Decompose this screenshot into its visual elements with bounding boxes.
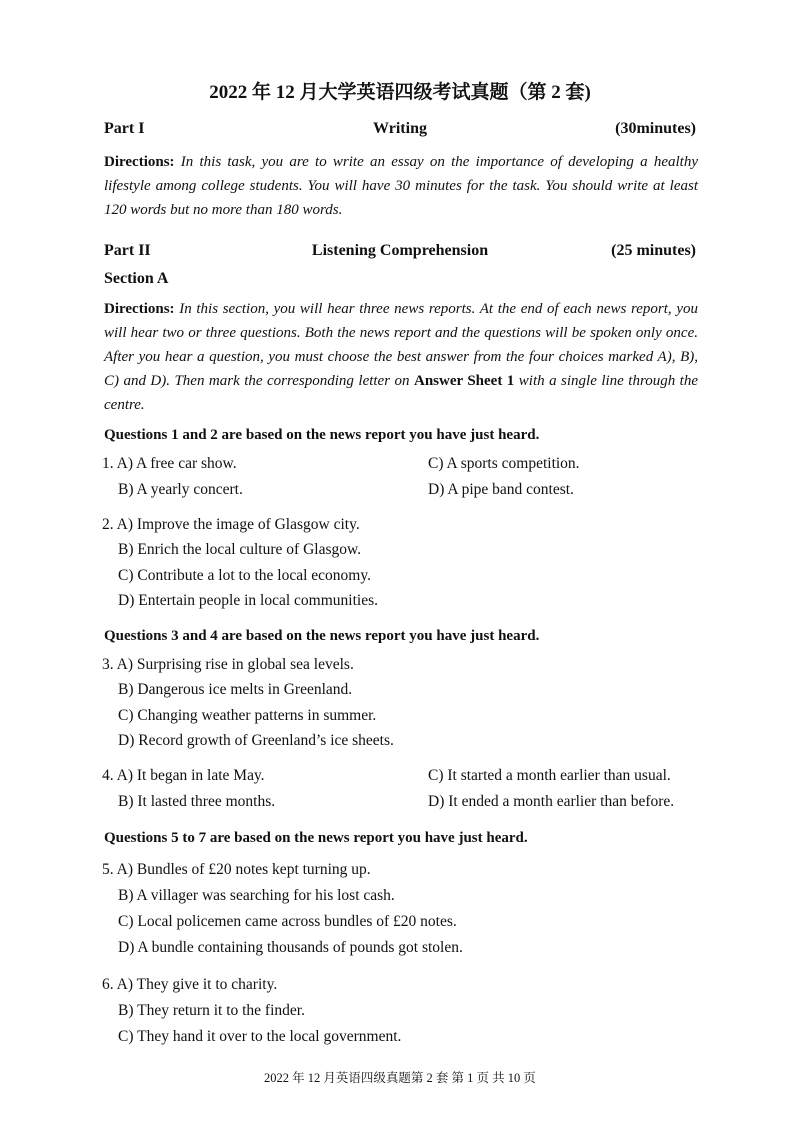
q3-option-a: 3. A) Surprising rise in global sea levels.	[102, 656, 354, 673]
part1-directions-text: In this task, you are to write an essay on the importance of developing a healthy lifestyle among college students. You will have 30 minutes for the task. You should write at least 120 words but no more than 180 words.	[104, 154, 698, 218]
part2-label: Part II	[104, 242, 151, 259]
q3-option-d: D) Record growth of Greenland’s ice sheets.	[118, 732, 394, 749]
part1-label: Part I	[104, 120, 145, 137]
q5-option-b: B) A villager was searching for his lost cash.	[118, 887, 395, 904]
part1-name: Writing	[373, 120, 427, 137]
part2-directions-text-2: with a single line through the centre.	[104, 373, 699, 413]
q1-option-c: C) A sports competition.	[428, 455, 580, 472]
part1-time: (30minutes)	[615, 120, 696, 137]
part2-name: Listening Comprehension	[311, 242, 489, 259]
q1-option-d: D) A pipe band contest.	[428, 481, 574, 498]
q1-option-b: B) A yearly concert.	[118, 481, 243, 498]
q2-option-c: C) Contribute a lot to the local economy.	[118, 567, 371, 584]
q5-option-a: 5. A) Bundles of £20 notes kept turning up.	[102, 861, 371, 878]
page-title: 2022 年 12 月大学英语四级考试真题（第 2 套)	[209, 82, 591, 103]
q5-option-c: C) Local policemen came across bundles of £20 notes.	[118, 913, 457, 930]
q4-option-b: B) It lasted three months.	[118, 793, 276, 810]
q6-option-a: 6. A) They give it to charity.	[102, 976, 278, 993]
question-group-1-heading: Questions 1 and 2 are based on the news report you have just heard.	[104, 427, 540, 443]
part1-directions	[104, 150, 698, 222]
q3-option-c: C) Changing weather patterns in summer.	[118, 707, 377, 724]
q6-option-b: B) They return it to the finder.	[118, 1002, 305, 1019]
question-group-2-heading: Questions 3 and 4 are based on the news report you have just heard.	[104, 628, 540, 644]
answer-sheet-label: Answer Sheet 1	[413, 373, 515, 389]
q6-option-c: C) They hand it over to the local government.	[118, 1028, 402, 1045]
part2-time: (25 minutes)	[611, 242, 696, 259]
part1-header	[104, 120, 696, 142]
question-group-3-heading: Questions 5 to 7 are based on the news report you have just heard.	[104, 830, 528, 846]
q4-option-c: C) It started a month earlier than usual.	[428, 767, 671, 784]
q2-option-b: B) Enrich the local culture of Glasgow.	[118, 541, 362, 558]
q1-option-a: 1. A) A free car show.	[102, 455, 237, 472]
q2-option-a: 2. A) Improve the image of Glasgow city.	[102, 516, 360, 533]
part2-directions-label: Directions:	[104, 301, 175, 317]
part2-directions-text-1: In this section, you will hear three news reports. At the end of each news report, you will hear two or three questions. Both the news report and the questions will be spoken only once. After you hear a question, you must choose the best answer from the four choices marked A), B), C) and D). Then mark the corresponding letter on	[104, 301, 698, 389]
q5-option-d: D) A bundle containing thousands of pounds got stolen.	[118, 939, 463, 956]
part2-header	[104, 242, 696, 264]
q4-option-d: D) It ended a month earlier than before.	[428, 793, 675, 810]
section-a-label: Section A	[104, 270, 169, 287]
q4-option-a: 4. A) It began in late May.	[102, 767, 265, 784]
part1-directions-label: Directions:	[104, 154, 175, 170]
q2-option-d: D) Entertain people in local communities.	[118, 592, 378, 609]
page-footer: 2022 年 12 月英语四级真题第 2 套 第 1 页 共 10 页	[264, 1071, 536, 1085]
part2-directions	[104, 297, 698, 417]
q3-option-b: B) Dangerous ice melts in Greenland.	[118, 681, 353, 698]
